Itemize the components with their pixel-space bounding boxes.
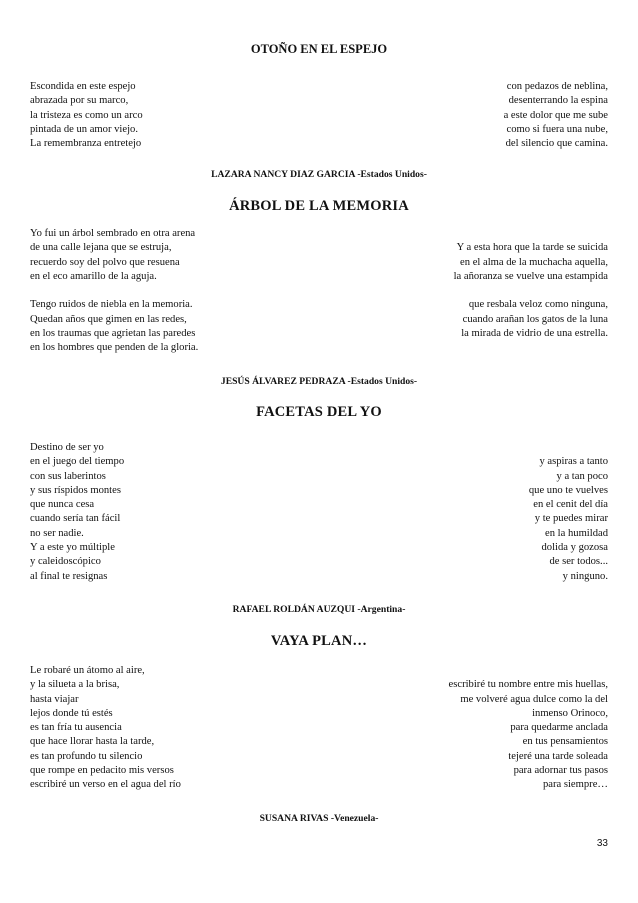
verse-line: pintada de un amor viejo.	[30, 123, 138, 135]
poem-body	[30, 441, 608, 586]
verse-line: lejos donde tú estés	[30, 707, 113, 719]
verse-line: para siempre…	[542, 779, 608, 791]
verse-line: hasta viajar	[30, 693, 79, 705]
poem-author: LAZARA NANCY DIAZ GARCIA -Estados Unidos-	[211, 169, 427, 180]
verse-line: tejeré una tarde soleada	[508, 750, 608, 762]
verse-line: y sus ríspidos montes	[30, 484, 121, 496]
verse-line: cuando sería tan fácil	[30, 513, 121, 525]
verse-line: abrazada por su marco,	[30, 95, 129, 107]
verse-line: y ninguno.	[562, 570, 608, 582]
poem-author: SUSANA RIVAS -Venezuela-	[259, 813, 379, 824]
verse-line: y a tan poco	[556, 470, 608, 482]
verse-line: Quedan años que gimen en las redes,	[30, 313, 187, 325]
verse-line: Escondida en este espejo	[30, 81, 136, 92]
poem-left-column	[30, 441, 124, 584]
poem-left-column	[30, 227, 198, 356]
verse-line: recuerdo soy del polvo que resuena	[30, 256, 180, 268]
verse-line: de ser todos...	[549, 556, 608, 568]
verse-line: cuando arañan los gatos de la luna	[462, 313, 608, 325]
poem-title: FACETAS DEL YO	[256, 404, 382, 420]
verse-line: que nunca cesa	[30, 499, 95, 511]
verse-line: Y a este yo múltiple	[30, 542, 115, 554]
verse-line: en los hombres que penden de la gloria.	[30, 342, 199, 354]
poem-body	[30, 80, 608, 152]
verse-line: la tristeza es como un arco	[30, 109, 143, 121]
poem-author: JESÚS ÁLVAREZ PEDRAZA -Estados Unidos-	[220, 376, 418, 387]
verse-line: Destino de ser yo	[30, 442, 104, 453]
verse-line: que hace llorar hasta la tarde,	[30, 736, 155, 748]
poem-right-column	[454, 241, 608, 341]
poem-title: OTOÑO EN EL ESPEJO	[250, 42, 388, 56]
poem-right-column	[449, 678, 608, 792]
verse-line: en los traumas que agrietan las paredes	[30, 328, 196, 340]
poem-right-column	[529, 455, 608, 584]
verse-line: para adornar tus pasos	[513, 765, 608, 777]
verse-line: inmenso Orinoco,	[532, 707, 608, 719]
verse-line: La remembranza entretejo	[30, 138, 142, 150]
poem-body	[30, 664, 608, 794]
verse-line: es tan fría tu ausencia	[30, 722, 122, 734]
poem-left-column	[30, 80, 143, 151]
poem-title: ÁRBOL DE LA MEMORIA	[229, 198, 409, 214]
verse-line: y aspiras a tanto	[539, 456, 608, 468]
verse-line: con pedazos de neblina,	[506, 81, 608, 92]
poem-title: VAYA PLAN…	[270, 633, 368, 649]
verse-line: para quedarme anclada	[510, 722, 608, 734]
verse-line: la mirada de vidrio de una estrella.	[461, 328, 608, 340]
verse-line: que rompe en pedacito mis versos	[30, 765, 174, 777]
verse-line: es tan profundo tu silencio	[30, 750, 143, 762]
poem-left-column	[30, 664, 181, 793]
verse-line: en el alma de la muchacha aquella,	[460, 256, 608, 268]
verse-line: y la silueta a la brisa,	[30, 679, 120, 691]
verse-line: en el cenit del día	[533, 499, 608, 511]
verse-line: dolida y gozosa	[541, 542, 608, 554]
verse-line: la añoranza se vuelve una estampida	[453, 270, 608, 282]
verse-line: como si fuera una nube,	[506, 123, 608, 135]
poem-author: RAFAEL ROLDÁN AUZQUI -Argentina-	[232, 604, 406, 615]
verse-line: con sus laberintos	[30, 470, 106, 482]
verse-line: Le robaré un átomo al aire,	[30, 665, 145, 676]
verse-line: a este dolor que me sube	[503, 109, 608, 121]
verse-line: no ser nadie.	[30, 527, 84, 539]
verse-line: en la humildad	[545, 527, 608, 539]
verse-line: desenterrando la espina	[508, 95, 608, 107]
poem-body	[30, 227, 608, 357]
verse-line: que resbala veloz como ninguna,	[468, 299, 608, 311]
poem-right-column	[504, 80, 608, 151]
verse-line: que uno te vuelves	[528, 484, 608, 496]
verse-line: Tengo ruidos de niebla en la memoria.	[30, 299, 193, 311]
verse-line: en tus pensamientos	[522, 736, 608, 748]
verse-line: al final te resignas	[30, 570, 108, 582]
verse-line: y caleidoscópico	[30, 556, 101, 568]
verse-line: en el eco amarillo de la aguja.	[30, 270, 157, 282]
verse-line: escribiré tu nombre entre mis huellas,	[448, 679, 608, 691]
verse-line: Y a esta hora que la tarde se suicida	[456, 242, 608, 254]
page-number: 33	[596, 838, 608, 849]
verse-line: y te puedes mirar	[534, 513, 608, 525]
verse-line: escribiré un verso en el agua del río	[30, 779, 181, 791]
verse-line: en el juego del tiempo	[30, 456, 125, 468]
verse-line: de una calle lejana que se estruja,	[30, 242, 172, 254]
verse-line: me volveré agua dulce como la del	[460, 693, 608, 705]
verse-line: del silencio que camina.	[505, 138, 608, 150]
verse-line: Yo fui un árbol sembrado en otra arena	[30, 228, 196, 239]
